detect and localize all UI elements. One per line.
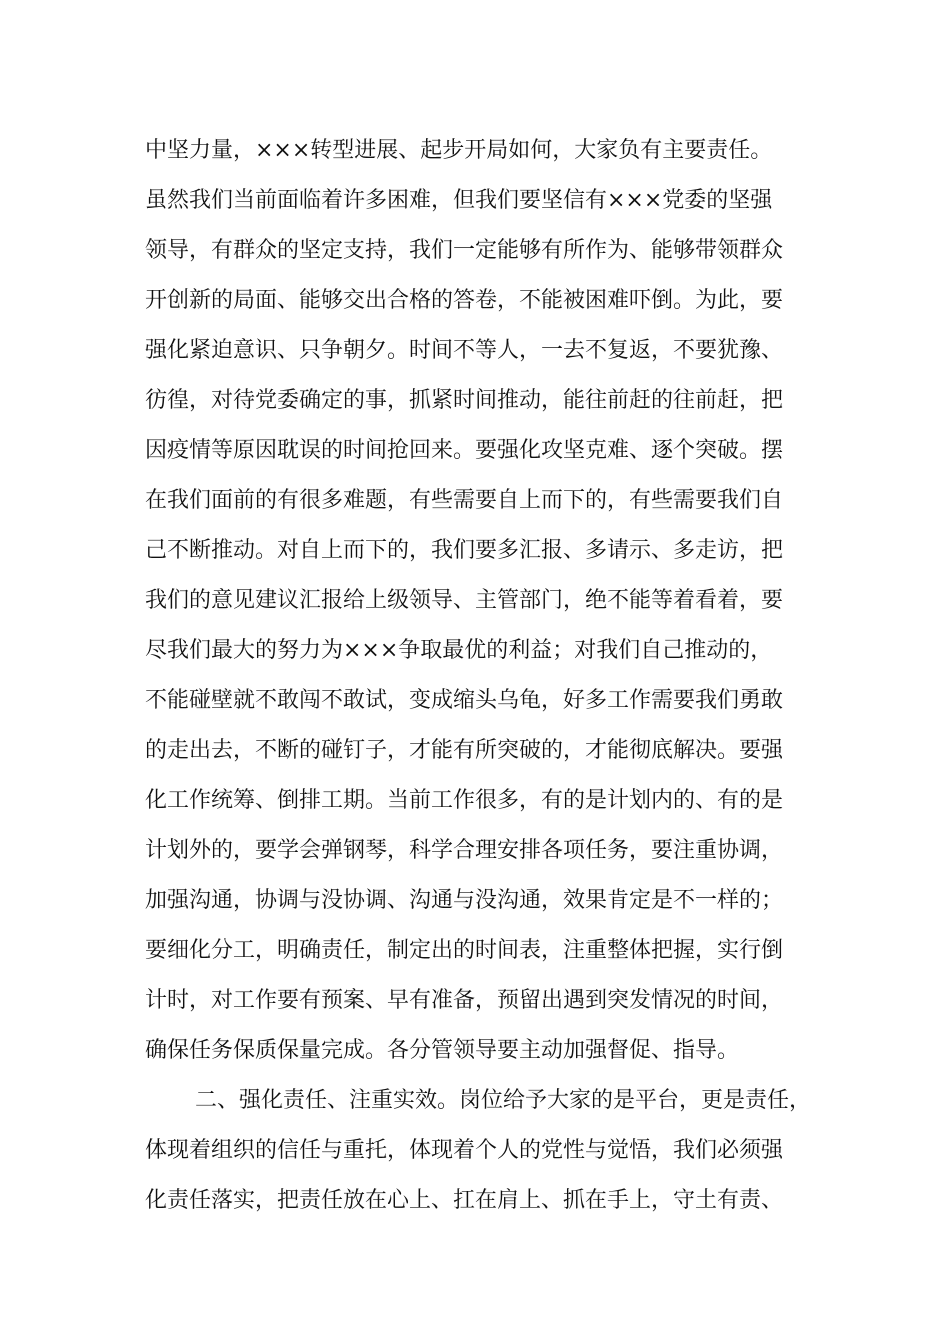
text-line: 确保任务保质保量完成。各分管领导要主动加强督促、指导。: [145, 1038, 740, 1063]
document-body: [145, 128, 825, 1228]
text-line: 不能碰壁就不敢闯不敢试，变成缩头乌龟，好多工作需要我们勇敢: [145, 688, 784, 713]
text-line: 加强沟通，协调与没协调、沟通与没沟通，效果肯定是不一样的；: [145, 888, 784, 913]
text-line: 我们的意见建议汇报给上级领导、主管部门，绝不能等着看着，要: [145, 588, 784, 613]
text-line: 彷徨，对待党委确定的事，抓紧时间推动，能往前赶的往前赶，把: [145, 388, 784, 413]
text-line: 体现着组织的信任与重托，体现着个人的党性与觉悟，我们必须强: [145, 1138, 784, 1163]
text-line: 计时，对工作要有预案、早有准备，预留出遇到突发情况的时间，: [145, 988, 784, 1013]
text-line: 计划外的，要学会弹钢琴，科学合理安排各项任务，要注重协调，: [145, 838, 784, 863]
text-line: 强化紧迫意识、只争朝夕。时间不等人，一去不复返，不要犹豫、: [145, 338, 784, 363]
text-line: 因疫情等原因耽误的时间抢回来。要强化攻坚克难、逐个突破。摆: [145, 438, 784, 463]
text-line: 己不断推动。对自上而下的，我们要多汇报、多请示、多走访，把: [145, 538, 784, 563]
text-line: 开创新的局面、能够交出合格的答卷，不能被困难吓倒。为此，要: [145, 288, 784, 313]
text-line: 化责任落实，把责任放在心上、扛在肩上、抓在手上，守土有责、: [145, 1188, 784, 1213]
text-line: 在我们面前的有很多难题，有些需要自上而下的，有些需要我们自: [145, 488, 784, 513]
text-line: 中坚力量，×××转型进展、起步开局如何，大家负有主要责任。: [145, 138, 773, 163]
text-line: 虽然我们当前面临着许多困难，但我们要坚信有×××党委的坚强: [145, 188, 773, 213]
text-line: 要细化分工，明确责任，制定出的时间表，注重整体把握，实行倒: [145, 938, 784, 963]
text-line: 尽我们最大的努力为×××争取最优的利益；对我们自己推动的，: [145, 638, 773, 663]
text-line: 领导，有群众的坚定支持，我们一定能够有所作为、能够带领群众: [145, 238, 784, 263]
text-line: 化工作统筹、倒排工期。当前工作很多，有的是计划内的、有的是: [145, 788, 784, 813]
section-heading-line: 二、强化责任、注重实效。岗位给予大家的是平台，更是责任，: [195, 1088, 812, 1113]
text-line: 的走出去，不断的碰钉子，才能有所突破的，才能彻底解决。要强: [145, 738, 784, 763]
